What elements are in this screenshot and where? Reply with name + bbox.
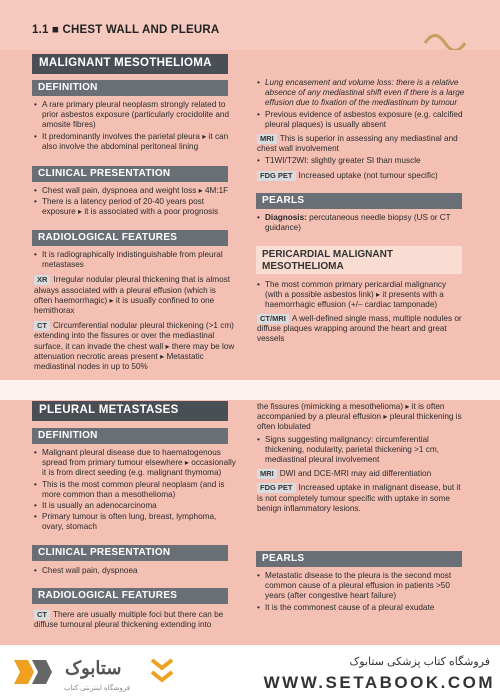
mri-text-2: DWI and DCE-MRI may aid differentiation: [279, 469, 432, 479]
xr-text: Irregular nodular pleural thickening that is almost always associated with a pleural effusion (which is often haemorrhagic) ▸ it is usually confined to one hemithorax: [34, 275, 231, 316]
definition-heading-2: DEFINITION: [32, 428, 228, 444]
pearls-heading: PEARLS: [256, 193, 462, 209]
ct-text: Circumferential nodular pleural thickening (>1 cm) extending into the fissures or over the mediastinal surface, it can invade the chest wall ▸ there may be low attenuation necrotic areas present ▸ Metastatic mediastinal nodes in up to 50%: [34, 321, 235, 372]
list-item: • There is a latency period of 20-40 years post exposure ▸ it is associated with a poor prognosis: [34, 197, 234, 217]
brand-tagline: فروشگاه اینترنتی کتاب: [64, 685, 131, 692]
mri-finding: [257, 134, 465, 154]
list-item: [257, 213, 465, 233]
clinical-list-2: [34, 566, 234, 577]
shop-url[interactable]: WWW.SETABOOK.COM: [263, 673, 495, 692]
definition-list-2: [34, 448, 238, 534]
list-item: • It predominantly involves the parietal pleura ▸ it can also involve the abdominal peritoneal lining: [34, 132, 234, 152]
clinical-heading-2: CLINICAL PRESENTATION: [32, 545, 228, 561]
ct-tag-2: CT: [34, 610, 50, 620]
ct-text-2: There are usually multiple foci but there can be diffuse tumoural pleural thickening extending into: [34, 610, 224, 630]
list-item: • It is usually an adenocarcinoma: [34, 501, 238, 511]
mri-text: This is superior in assessing any mediastinal and chest wall involvement: [257, 134, 458, 154]
mesothelioma-right-column: [257, 78, 465, 181]
fdg-tag-2: FDG PET: [257, 483, 296, 493]
ct-tag: CT: [34, 321, 50, 331]
list-item: • Chest wall pain, dyspnoea: [34, 566, 234, 576]
radiological-block: [34, 250, 236, 372]
clinical-heading: CLINICAL PRESENTATION: [32, 166, 228, 182]
list-item: • It is radiographically indistinguishable from pleural metastases: [34, 250, 236, 270]
section-title-metastases: PLEURAL METASTASES: [32, 401, 228, 421]
clinical-list: [34, 186, 234, 219]
definition-heading: DEFINITION: [32, 80, 228, 96]
setabook-logo-icon: [8, 652, 60, 692]
chapter-heading: 1.1 ■ CHEST WALL AND PLEURA: [32, 24, 220, 36]
list-item: • It is the commonest cause of a pleural exudate: [257, 603, 467, 613]
pericardial-title-line2: MESOTHELIOMA: [262, 261, 344, 272]
pearls-list-2: [257, 571, 467, 614]
mri-tag-2: MRI: [257, 469, 277, 479]
list-item: • Previous evidence of asbestos exposure (e.g. calcified pleural plaques) is usually absent: [257, 110, 465, 130]
section-title-mesothelioma: MALIGNANT MESOTHELIOMA: [32, 54, 228, 74]
pearls-label: Diagnosis:: [265, 213, 307, 222]
pericardial-heading: [256, 246, 462, 274]
xr-tag: XR: [34, 275, 50, 285]
pearls-heading-2: PEARLS: [256, 551, 462, 567]
list-item: • Chest wall pain, dyspnoea and weight loss ▸ 4M:1F: [34, 186, 234, 196]
list-item: • The most common primary pericardial malignancy (with a possible asbestos link) ▸ it presents with a haemorrhagic effusion (+/– cardiac tamponade): [257, 280, 465, 311]
ctmri-tag: CT/MRI: [257, 314, 289, 324]
list-item: • This is the most common pleural neoplasm (and is more common than a mesothelioma): [34, 480, 238, 500]
list-item: • Metastatic disease to the pleura is the second most common cause of a pleural effusion in patients >50 years (after congestive heart failure): [257, 571, 467, 602]
brand-name: ستابوک: [65, 658, 122, 678]
list-item: • Malignant pleural disease due to haematogenous spread from primary tumour elsewhere ▸ occasionally it is from direct seeding (e.g. malignant thymoma): [34, 448, 238, 479]
radiological-heading-2: RADIOLOGICAL FEATURES: [32, 588, 228, 604]
ct-finding-2: [34, 610, 238, 630]
radiological-heading: RADIOLOGICAL FEATURES: [32, 230, 228, 246]
fissures-text: the fissures (mimicking a mesothelioma) ▸ it is often accompanied by a pleural effusion ▸ pleural thickening is often lobulated: [257, 402, 462, 432]
list-item: • Primary tumour is often lung, breast, lymphoma, ovary, stomach: [34, 512, 238, 532]
metastases-right-column: [257, 402, 467, 514]
list-item: • Lung encasement and volume loss: there is a relative absence of any mediastinal shift even if there is a large effusion due to fixation of the mediastinum by tumour: [257, 78, 465, 109]
ctmri-text: A well-defined single mass, multiple nodules or diffuse plaques wrapping around the heart and great vessels: [257, 313, 462, 344]
mri-tag: MRI: [257, 134, 277, 144]
pearls-text: percutaneous needle biopsy (US or CT guidance): [265, 213, 451, 233]
pearls-list: [257, 213, 465, 234]
list-item: • T1WI/T2WI: slightly greater SI than muscle: [257, 156, 465, 166]
list-item: • A rare primary pleural neoplasm strongly related to prior asbestos exposure (particularly crocidolite and amosite fibres): [34, 100, 234, 131]
fdg-finding: [257, 171, 465, 181]
list-item: • Signs suggesting malignancy: circumferential thickening, nodularity, parietal thickening >1 cm, mediastinal pleural involvement: [257, 435, 467, 466]
fdg-tag: FDG PET: [257, 171, 296, 181]
ct-finding: [34, 321, 236, 372]
shop-name: فروشگاه کتاب پزشکی ستابوک: [349, 656, 490, 668]
definition-list: [34, 100, 234, 153]
fdg-text: Increased uptake (not tumour specific): [298, 170, 438, 180]
fdg-text-2: Increased uptake in malignant disease, but it is not completely tumour specific with uptake in some benign inflammatory lesions.: [257, 483, 461, 513]
xr-finding: [34, 275, 236, 316]
pericardial-block: [257, 280, 465, 344]
chevron-double-icon: [150, 656, 174, 686]
fdg-finding-2: [257, 483, 467, 514]
pericardial-title-line1: PERICARDIAL MALIGNANT: [262, 249, 393, 260]
ctmri-finding: [257, 314, 465, 345]
section-gap: [0, 380, 500, 400]
mri-finding-2: [257, 469, 467, 479]
